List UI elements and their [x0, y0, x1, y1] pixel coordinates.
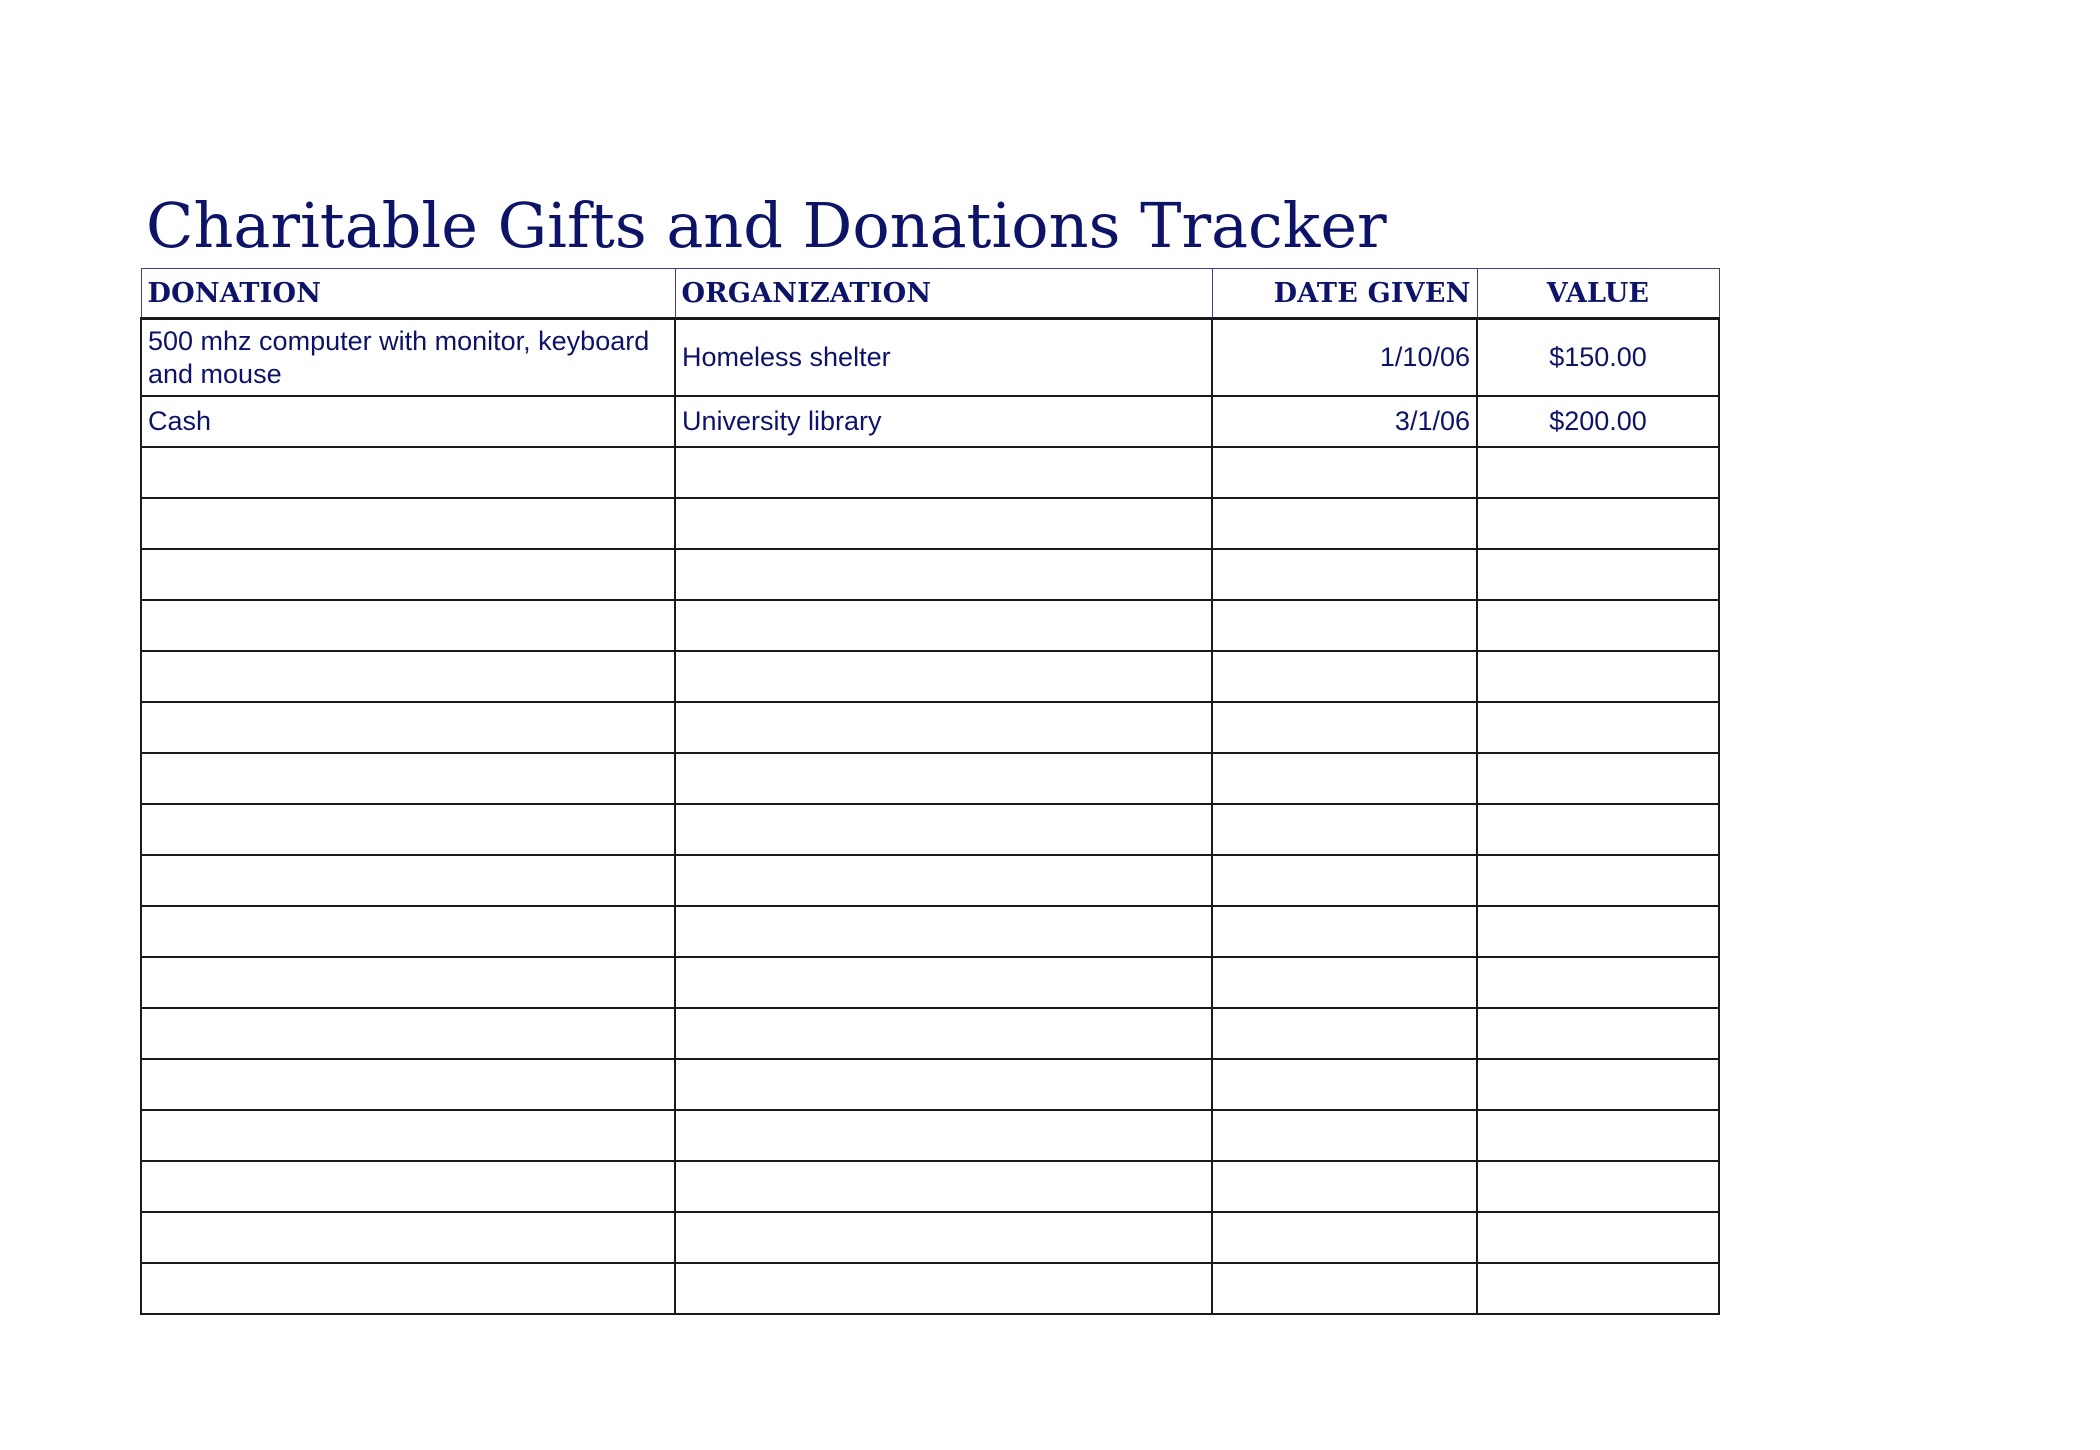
- value-cell[interactable]: [1477, 804, 1719, 855]
- table-row: [141, 447, 1719, 498]
- organization-cell[interactable]: [675, 855, 1212, 906]
- header-row: [141, 269, 1719, 319]
- value-cell[interactable]: [1477, 651, 1719, 702]
- donation-cell[interactable]: [141, 1263, 675, 1314]
- table-row: [141, 1008, 1719, 1059]
- column-header-organization[interactable]: ORGANIZATION: [675, 269, 1212, 319]
- table-row: [141, 498, 1719, 549]
- column-header-donation[interactable]: DONATION: [141, 269, 675, 319]
- page-title: Charitable Gifts and Donations Tracker: [146, 189, 1387, 262]
- organization-cell[interactable]: [675, 1212, 1212, 1263]
- date-given-cell[interactable]: [1212, 651, 1477, 702]
- donation-cell[interactable]: [141, 498, 675, 549]
- date-given-cell[interactable]: [1212, 1263, 1477, 1314]
- table-row: [141, 1110, 1719, 1161]
- organization-cell[interactable]: [675, 1110, 1212, 1161]
- value-cell[interactable]: [1477, 702, 1719, 753]
- organization-cell[interactable]: [675, 1263, 1212, 1314]
- donations-table: [140, 268, 1720, 1315]
- donation-cell[interactable]: [141, 549, 675, 600]
- organization-cell[interactable]: [675, 1059, 1212, 1110]
- organization-cell[interactable]: [675, 549, 1212, 600]
- date-given-cell[interactable]: [1212, 906, 1477, 957]
- organization-cell[interactable]: Homeless shelter: [675, 319, 1212, 397]
- table-row: [141, 1263, 1719, 1314]
- donation-cell[interactable]: [141, 1212, 675, 1263]
- value-cell[interactable]: [1477, 447, 1719, 498]
- date-given-cell[interactable]: [1212, 753, 1477, 804]
- organization-cell[interactable]: [675, 600, 1212, 651]
- organization-cell[interactable]: [675, 906, 1212, 957]
- table-row: [141, 600, 1719, 651]
- value-cell[interactable]: [1477, 1110, 1719, 1161]
- value-cell[interactable]: $200.00: [1477, 396, 1719, 447]
- date-given-cell[interactable]: [1212, 1161, 1477, 1212]
- value-cell[interactable]: [1477, 753, 1719, 804]
- organization-cell[interactable]: [675, 1008, 1212, 1059]
- table-row: [141, 1059, 1719, 1110]
- table-row: [141, 804, 1719, 855]
- empty-rows: [141, 447, 1719, 1314]
- donation-cell[interactable]: [141, 906, 675, 957]
- date-given-cell[interactable]: 1/10/06: [1212, 319, 1477, 397]
- organization-cell[interactable]: [675, 753, 1212, 804]
- organization-cell[interactable]: [675, 804, 1212, 855]
- donation-cell[interactable]: [141, 600, 675, 651]
- organization-cell[interactable]: [675, 447, 1212, 498]
- column-header-value[interactable]: VALUE: [1477, 269, 1719, 319]
- donation-cell[interactable]: [141, 447, 675, 498]
- value-cell[interactable]: [1477, 498, 1719, 549]
- date-given-cell[interactable]: [1212, 702, 1477, 753]
- donation-cell[interactable]: [141, 1059, 675, 1110]
- organization-cell[interactable]: [675, 1161, 1212, 1212]
- donation-cell[interactable]: [141, 651, 675, 702]
- table-row: [141, 549, 1719, 600]
- donation-cell[interactable]: [141, 1008, 675, 1059]
- date-given-cell[interactable]: [1212, 804, 1477, 855]
- date-given-cell[interactable]: [1212, 549, 1477, 600]
- value-cell[interactable]: [1477, 1161, 1719, 1212]
- value-cell[interactable]: [1477, 855, 1719, 906]
- date-given-cell[interactable]: [1212, 447, 1477, 498]
- donation-cell[interactable]: [141, 855, 675, 906]
- date-given-cell[interactable]: [1212, 498, 1477, 549]
- donation-cell[interactable]: [141, 1110, 675, 1161]
- donation-cell[interactable]: [141, 957, 675, 1008]
- value-cell[interactable]: [1477, 1263, 1719, 1314]
- table-row: [141, 753, 1719, 804]
- date-given-cell[interactable]: [1212, 957, 1477, 1008]
- donation-cell[interactable]: [141, 1161, 675, 1212]
- column-header-date-given[interactable]: DATE GIVEN: [1212, 269, 1477, 319]
- value-cell[interactable]: [1477, 1212, 1719, 1263]
- table-row: [141, 1161, 1719, 1212]
- table-row: [141, 1212, 1719, 1263]
- value-cell[interactable]: [1477, 1008, 1719, 1059]
- table-row: [141, 319, 1719, 397]
- date-given-cell[interactable]: [1212, 1212, 1477, 1263]
- organization-cell[interactable]: [675, 498, 1212, 549]
- donation-cell[interactable]: [141, 753, 675, 804]
- date-given-cell[interactable]: [1212, 600, 1477, 651]
- donation-cell[interactable]: Cash: [141, 396, 675, 447]
- donation-cell[interactable]: [141, 804, 675, 855]
- value-cell[interactable]: [1477, 957, 1719, 1008]
- organization-cell[interactable]: [675, 957, 1212, 1008]
- organization-cell[interactable]: University library: [675, 396, 1212, 447]
- value-cell[interactable]: [1477, 600, 1719, 651]
- table-row: [141, 855, 1719, 906]
- date-given-cell[interactable]: [1212, 1008, 1477, 1059]
- date-given-cell[interactable]: [1212, 1059, 1477, 1110]
- table-row: [141, 906, 1719, 957]
- table-row: [141, 651, 1719, 702]
- donation-cell[interactable]: [141, 702, 675, 753]
- table-row: [141, 957, 1719, 1008]
- donation-cell[interactable]: 500 mhz computer with monitor, keyboard and mouse: [141, 319, 675, 397]
- organization-cell[interactable]: [675, 651, 1212, 702]
- value-cell[interactable]: [1477, 906, 1719, 957]
- organization-cell[interactable]: [675, 702, 1212, 753]
- value-cell[interactable]: [1477, 549, 1719, 600]
- value-cell[interactable]: $150.00: [1477, 319, 1719, 397]
- table-row: [141, 396, 1719, 447]
- table-row: [141, 702, 1719, 753]
- date-given-cell[interactable]: [1212, 1110, 1477, 1161]
- value-cell[interactable]: [1477, 1059, 1719, 1110]
- date-given-cell[interactable]: [1212, 855, 1477, 906]
- date-given-cell[interactable]: 3/1/06: [1212, 396, 1477, 447]
